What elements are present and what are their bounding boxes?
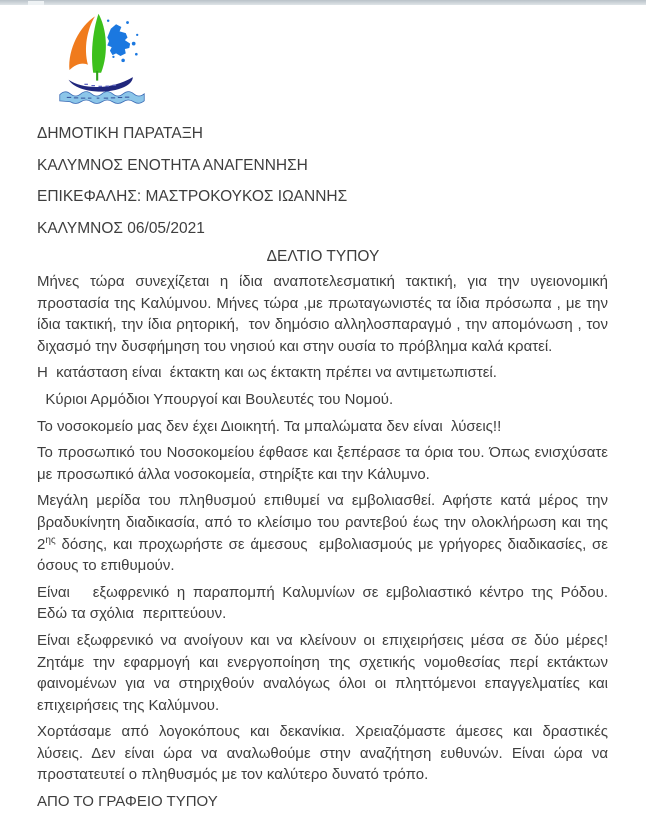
leader-line: ΕΠΙΚΕΦΑΛΗΣ: ΜΑΣΤΡΟΚΟΥΚΟΣ ΙΩΑΝΝΗΣ xyxy=(37,188,348,205)
body-paragraph xyxy=(37,490,613,576)
paragraph-text: Το προσωπικό του Νοσοκομείου έφθασε και ξεπέρασε τα όρια του. Όπως ενισχύσατε με προσωπικό άλλα νοσοκομεία, στηρίξτε και την Κάλυμνο. xyxy=(37,444,613,483)
island-icon xyxy=(107,24,130,56)
hull-icon xyxy=(69,77,133,92)
body-paragraph: Είναι εξωφρενικό να ανοίγουν και να κλείνουν οι επιχειρήσεις μέσα σε δύο μέρες! Ζητάμε την εφαρμογή και ενεργοποίηση της σχετικής νομοθεσίας περί εκτάκτων φαινομένων για να στηριχθούν αναλόγως όλοι οι πληττόμενοι επαγγελματίες και επιχειρήσεις της Καλύμνου. xyxy=(37,631,613,714)
document-header xyxy=(37,123,597,249)
top-window-strip xyxy=(0,0,646,5)
orange-sail-icon xyxy=(69,16,95,70)
body-paragraph: Είναι εξωφρενικό η παραπομπή Καλυμνίων σε εμβολιαστικό κέντρο της Ρόδου. Εδώ τα σχόλια περιττεύουν. xyxy=(37,583,617,623)
paragraph-text: δόσης, και προχωρήστε σε άμεσους εμβολιασμούς με γρήγορες διαδικασίες, σε όσους το επιθυμούν. xyxy=(37,535,613,575)
mast-icon xyxy=(96,71,98,81)
body-paragraph: Χορτάσαμε από λογοκόπους και δεκανίκια. Χρειαζόμαστε άμεσες και δραστικές λύσεις. Δεν είναι ώρα να αναλωθούμε στην αναζήτηση ευθυνών. Είναι ώρα να προστατευτεί ο πληθυσμός με τον καλύτερο δυνατό τρόπο. xyxy=(37,723,613,784)
ordinal-superscript: ης xyxy=(45,534,56,546)
party-type-line: ΔΗΜΟΤΙΚΗ ΠΑΡΑΤΑΞΗ xyxy=(37,125,203,142)
place-date-line: ΚΑΛΥΜΝΟΣ 06/05/2021 xyxy=(37,219,205,237)
top-strip-notch xyxy=(28,1,44,5)
green-sail-icon xyxy=(92,14,106,73)
body-paragraph: Το νοσοκομείο μας δεν έχει Διοικητή. Τα μπαλώματα δεν είναι λύσεις!! xyxy=(37,417,502,435)
body-paragraph: Κύριοι Αρμόδιοι Υπουργοί και Βουλευτές του Νομού. xyxy=(37,390,394,408)
body-paragraph xyxy=(37,442,613,485)
body-paragraph: Η κατάσταση είναι έκτακτη και ως έκτακτη πρέπει να αντιμετωπιστεί. xyxy=(37,364,497,382)
wave-icon xyxy=(60,92,144,104)
paragraph-text: Μεγάλη μερίδα του πληθυσμού επιθυμεί να εμβολιασθεί. Αφήστε κατά μέρος την βραδυκίνητη διαδικασία, από το κλείσιμο του ραντεβού έως την ολοκλήρωση και της 2 xyxy=(37,492,613,553)
sailboat-logo xyxy=(58,11,146,108)
body-paragraph: Μήνες τώρα συνεχίζεται η ίδια αναποτελεσματική τακτική, για την υγειονομική προστασία της Καλύμνου. Μήνες τώρα ,με πρωταγωνιστές τα ίδια πρόσωπα , με την ίδια τακτική, την ίδια ρητορική, τον δημόσιο αλληλοσπαραγμό , την απομόνωση , τον διχασμό την δυσφήμηση του νησιού και στην ουσία το πρόβλημα καλά κρατεί. xyxy=(37,273,613,355)
press-release-title: ΔΕΛΤΙΟ ΤΥΠΟΥ xyxy=(266,248,380,265)
press-office-signature: ΑΠΟ ΤΟ ΓΡΑΦΕΙΟ ΤΥΠΟΥ xyxy=(37,793,218,811)
document-body xyxy=(37,271,617,817)
party-name-line: ΚΑΛΥΜΝΟΣ ΕΝΟΤΗΤΑ ΑΝΑΓΕΝΝΗΣΗ xyxy=(37,156,308,174)
